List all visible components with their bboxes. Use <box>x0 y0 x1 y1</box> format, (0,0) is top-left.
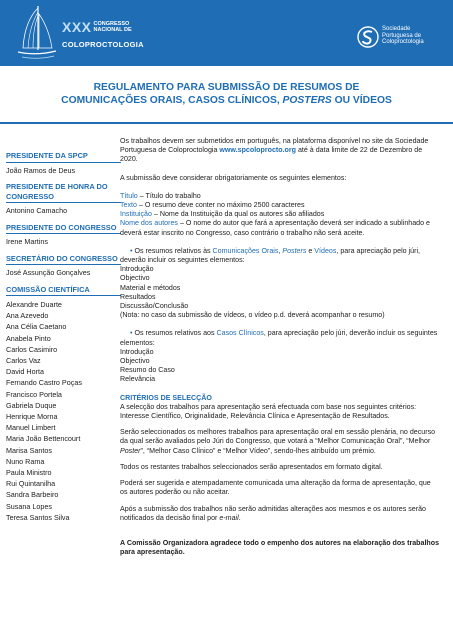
digital-paragraph: Todos os restantes trabalhos seleccionados serão apresentados em formato digital. <box>120 462 383 471</box>
congress-line2: NACIONAL DE <box>93 27 132 34</box>
selection-text-end: ”, “Melhor Caso Clínico” e “Melhor Vídeo”, sendo-lhes atribuído um prémio. <box>140 446 376 455</box>
committee-member: Alexandre Duarte <box>6 300 62 309</box>
honorary-president-heading: PRESIDENTE DE HONRA DO CONGRESSO <box>6 182 121 203</box>
society-line1: Sociedade <box>382 26 411 32</box>
bullet2-text: Os resumos relativos aos <box>134 329 217 338</box>
secretary-heading: SECRETÁRIO DO CONGRESSO <box>6 254 121 266</box>
document-title <box>0 81 453 107</box>
sailboat-logo-icon <box>14 4 58 62</box>
bullet1-posters: Posters <box>282 246 307 255</box>
congress-line1: CONGRESSO <box>93 21 130 27</box>
committee-member: Henrique Morna <box>6 412 58 422</box>
list-item: (Nota: no caso da submissão de vídeos, o vídeo p.d. deverá acompanhar o resumo) <box>120 311 385 320</box>
congress-logo <box>62 19 144 49</box>
committee-member: David Horta <box>6 367 44 377</box>
committee-member: Fernando Castro Poças <box>6 378 82 388</box>
list-item: Relevância <box>120 375 156 384</box>
president-heading: PRESIDENTE DA SPCP <box>6 151 121 163</box>
instituicao-line <box>120 210 440 219</box>
committee-member: Sandra Barbeiro <box>6 490 59 500</box>
committee-member: Ana Célia Caetano <box>6 322 67 332</box>
committee-member: Susana Lopes <box>6 501 52 511</box>
title-line2-posters: POSTERS <box>282 95 332 106</box>
committee-member: Anabela Pinto <box>6 333 51 343</box>
committee-member: Manuel Limbert <box>6 423 56 433</box>
title-divider <box>0 122 453 124</box>
congress-number: XXX <box>62 19 92 35</box>
bullet2-cases: Casos Clínicos <box>216 329 264 338</box>
list-item: Objectivo <box>120 274 150 283</box>
society-line2: Portuguesa de <box>382 32 422 39</box>
titulo-label: Título <box>120 191 138 200</box>
instituicao-text: – Nome da Instituição da qual os autores são afiliados <box>151 210 325 219</box>
texto-line <box>120 201 440 210</box>
title-line2 <box>0 94 453 107</box>
congress-president-value: Irene Martins <box>6 237 48 246</box>
title-line2-part2: OU VÍDEOS <box>331 95 392 106</box>
committee-member: Nuno Rama <box>6 456 45 466</box>
bullet-oral-posters-videos <box>120 247 440 265</box>
bullet2-text-end: , para apreciação pelo júri, deverão incluir os seguintes elementos: <box>120 329 438 347</box>
intro-text-end: até à data limite de 22 de Dezembro de 2020. <box>120 146 423 164</box>
autores-line <box>120 219 440 237</box>
intro-paragraph <box>120 137 440 165</box>
bullet1-videos: Vídeos <box>314 246 337 255</box>
congress-name: COLOPROCTOLOGIA <box>62 40 144 49</box>
society-line3: Coloproctologia <box>382 39 424 46</box>
criteria-heading: CRITÉRIOS DE SELECÇÃO <box>120 393 212 402</box>
title-line2-part1: COMUNICAÇÕES ORAIS, CASOS CLÍNICOS, <box>61 95 283 106</box>
criteria-text: A selecção dos trabalhos para apresentação será efectuada com base nos seguintes critérios: Interesse Científico, Originalidade, Relevância Clínica e Apresentação de Resultados. <box>120 402 417 421</box>
committee-member: Teresa Santos Silva <box>6 512 70 522</box>
society-name <box>382 26 424 46</box>
header-banner <box>0 0 453 66</box>
elements-intro: A submissão deve considerar obrigatoriamente os seguintes elementos: <box>120 173 347 182</box>
instituicao-label: Instituição <box>120 210 152 219</box>
committee-member: Paula Ministro <box>6 468 52 478</box>
secretary-value: José Assunção Gonçalves <box>6 268 91 277</box>
committee-member: Francisco Portela <box>6 389 62 399</box>
bullet-icon: • <box>130 329 133 338</box>
titulo-text: – Título do trabalho <box>137 191 201 200</box>
society-logo-icon <box>357 26 379 48</box>
website-link[interactable]: www.spcoloprocto.org <box>219 146 296 155</box>
congress-subtitle <box>94 21 132 33</box>
list-item: Introdução <box>120 265 154 274</box>
committee-member: Maria João Bettencourt <box>6 434 81 444</box>
committee-member: Gabriela Duque <box>6 400 57 410</box>
honorary-president-value: Antonino Camacho <box>6 206 68 215</box>
bullet1-text: Os resumos relativos às <box>134 246 213 255</box>
list-item: Resumo do Caso <box>120 366 175 375</box>
committee-member: Carlos Vaz <box>6 356 41 366</box>
congress-president-heading: PRESIDENTE DO CONGRESSO <box>6 223 121 235</box>
selection-paragraph <box>120 428 440 456</box>
bullet1-sep: , <box>278 246 283 255</box>
bullet-clinical-cases <box>120 329 440 347</box>
titulo-line <box>120 192 440 201</box>
bullet1-oral: Comunicações Orais <box>212 246 279 255</box>
scientific-committee-list <box>6 299 121 523</box>
intro-text: Os trabalhos devem ser submetidos em português, na plataforma disponível no site da Sociedade Portuguesa de Coloproctologia <box>120 137 429 155</box>
committee-member: Marisa Santos <box>6 445 52 455</box>
committee-member: Ana Azevedo <box>6 311 49 321</box>
notification-text-end: . <box>238 513 241 522</box>
list-item: Introdução <box>120 347 154 356</box>
list-item: Resultados <box>120 292 156 301</box>
list-item: Objectivo <box>120 357 150 366</box>
selection-poster: Poster <box>120 446 141 455</box>
notification-text: Após a submissão dos trabalhos não serão admitidas alterações aos mesmos e os autores serão notificados da decisão final por <box>120 504 426 522</box>
texto-label: Texto <box>120 201 137 210</box>
bullet-icon: • <box>130 246 133 255</box>
main-content <box>120 137 440 557</box>
notification-email: e-mail <box>219 513 239 522</box>
committee-member: Carlos Casimiro <box>6 344 58 354</box>
committee-member: Rui Quintanilha <box>6 479 56 489</box>
sidebar <box>6 151 121 523</box>
selection-text: Serão seleccionados os melhores trabalhos para apresentação oral em sessão plenária, no decurso da qual serão avaliados pelo Júri do Congresso, que votará a “Melhor Comunicação Oral”, “Melhor <box>120 428 436 446</box>
bullet1-sep2: e <box>306 246 315 255</box>
list-item: Discussão/Conclusão <box>120 302 189 311</box>
president-value: João Ramos de Deus <box>6 165 76 175</box>
bullet1-text-end: , para apreciação pelo júri, deverão incluir os seguintes elementos: <box>120 246 420 265</box>
autores-label: Nome dos autores <box>120 219 178 228</box>
list-item: Material e métodos <box>120 283 181 292</box>
autores-text: – O nome do autor que fará a apresentação deverá ser indicado a sublinhado e deverá estar inscrito no Congresso, caso contrário o trabalho não será aceite. <box>120 219 430 237</box>
texto-text: – O resumo deve conter no máximo 2500 caracteres <box>136 201 305 210</box>
closing-paragraph: A Comissão Organizadora agradece todo o empenho dos autores na elaboração dos trabalhos para apresentação. <box>120 538 440 557</box>
title-line1: REGULAMENTO PARA SUBMISSÃO DE RESUMOS DE <box>93 82 360 93</box>
scientific-committee-heading: COMISSÃO CIENTÍFICA <box>6 285 121 297</box>
notification-paragraph <box>120 505 440 523</box>
change-paragraph: Poderá ser sugerida e atempadamente comunicada uma alteração da forma de apresentação, que os autores poderão ou não aceitar. <box>120 479 431 497</box>
